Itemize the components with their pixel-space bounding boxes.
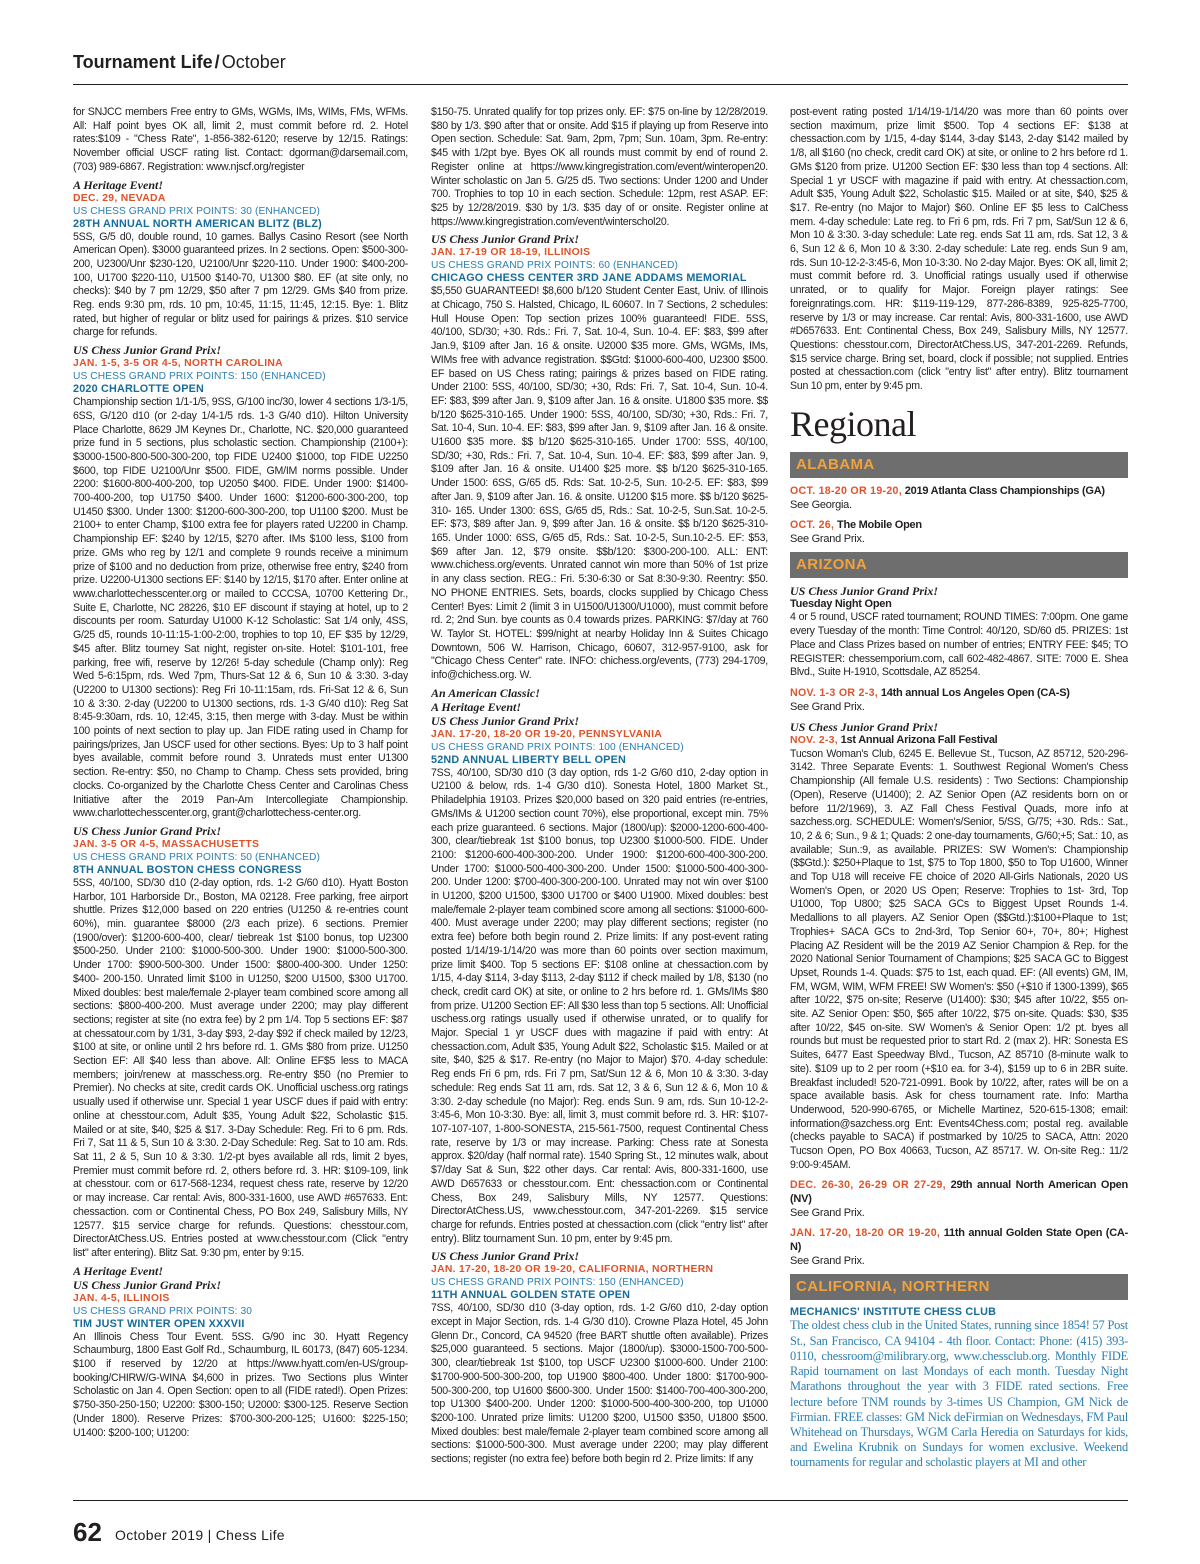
regional-heading: Regional [790, 403, 916, 444]
event-points: US CHESS GRAND PRIX POINTS: 50 (ENHANCED) [73, 851, 320, 863]
listing-name: 14th annual Los Angeles Open (CA-S) [880, 686, 1070, 699]
listing-arizona-fall-festival [790, 734, 1128, 1173]
event-name: 8TH ANNUAL BOSTON CHESS CONGRESS [73, 863, 302, 876]
event-tag: US Chess Junior Grand Prix! [790, 583, 939, 598]
event-points: US CHESS GRAND PRIX POINTS: 30 [73, 1305, 253, 1317]
event-name: CHICAGO CHESS CENTER 3RD JANE ADDAMS MEMORIAL [431, 272, 747, 285]
club-body: The oldest chess club in the United States, running since 1854! 57 Post St., San Francisco, CA 94104 - 4th floor. Contact: Phone: (415) 393-0110, chessroom@milibrary.org, www.chessclub.org. Monthly FIDE Rapid tournament on last Mondays of each month. Tuesday Night Marathons throughout the year with 3 FIDE rated sections. Free lecture before TNM rounds by 3-times US Champion, GM Nick de Firmian. FREE classes: GM Nick deFirmian on Wednesdays, FM Paul Whitehead on Thursdays, WGM Carla Heredia on Saturdays for kids, and Ewelina Krubnik on Sundays for women exclusive. Weekend tournaments for regular and scholastic players at MI and other [790, 1318, 1128, 1470]
event-tag: US Chess Junior Grand Prix! [790, 719, 939, 734]
column-3 [790, 106, 1128, 1471]
state-bar-california-northern: CALIFORNIA, NORTHERN [790, 1274, 1128, 1300]
column-2 [431, 106, 768, 1467]
header-separator: / [214, 52, 220, 72]
event-tag: An American Classic! A Heritage Event! US Chess Junior Grand Prix! [431, 685, 580, 728]
page-header [73, 52, 1128, 85]
event-body: 5SS, G/5 d0, double round, 10 games. Ballys Casino Resort (see North American Open). $3000 guaranteed prizes. In 2 sections. Open: $500-300-200, U2300/Unr $230-120, U2100/Unr $220-110. Under 1900: $400-200-100, U1700 $220-110, U1500 $140-70, U1300 $80. EF (at site only, no checks): $40 by 7 pm 12/29, $50 after 7 pm 12/29. GMs $40 from prize. Reg. ends 9:30 pm, rds. 10 pm, 10:45, 11:15, 11:45, 12:15. Bye: 1. Blitz rated, but higher of regular or blitz used for pairings & prizes. $10 service charge for refunds. [73, 230, 408, 339]
event-name: TIM JUST WINTER OPEN XXXVII [73, 1317, 245, 1330]
event-name: 28TH ANNUAL NORTH AMERICAN BLITZ (BLZ) [73, 217, 322, 230]
listing-date: OCT. 18-20 OR 19-20, [790, 484, 902, 497]
event-body: 7SS, 40/100, SD/30 d10 (3-day option, rds. 1-2 G/60 d10, 2-day option except in Major Section, rds. 1-4 G/30 d10). Crowne Plaza Hotel, 45 John Glenn Dr., Concord, CA 94520 (free BART shuttle often available). Prizes $25,000 guaranteed. 5 sections. Major (1800/up). $3000-1500-700-500-300, clear/tiebreak 1st $100, top USCF U2300 $1000-600. Under 2100: $1700-900-500-300-200, top U1900 $800-400. Under 1800: $1700-900-500-300-200, top U1600 $600-300. Under 1500: $1400-700-400-300-200, top U1300 $400-200. Under 1200: $1000-500-400-300-200, top U1000 $200-100. Unrated prize limits: U1200 $200, U1500 $350, U1800 $500. Mixed doubles: best male/female 2-player team combined score among all sections: $1000-500-300. Must average under 2200; may play different sections; register (no extra fee) before both begin rd 2. Prize limits: If any [431, 1302, 768, 1466]
club-name: MECHANICS' INSTITUTE CHESS CLUB [790, 1306, 997, 1319]
event-tag: US Chess Junior Grand Prix! [73, 823, 222, 838]
listing-name: 2019 Atlanta Class Championships (GA) [904, 484, 1105, 497]
listing-see: See Grand Prix. [790, 1255, 865, 1268]
listing-date: NOV. 1-3 OR 2-3, [790, 686, 879, 699]
event-body: 5SS, 40/100, SD/30 d10 (2-day option, rds. 1-2 G/60 d10). Hyatt Boston Harbor, 101 Harborside Dr., Boston, MA 02128. Free parking, free airport shuttle. Prizes $12,000 based on 220 entries (U1250 & re-entries count 60%), min. guarantee $8000 (2/3 each prize). 6 sections. Premier (1900/over): $1200-600-400, clear/ tiebreak 1st $100 bonus, top U2300 $500-250. Under 2100: $1000-500-300. Under 1900: $1000-500-300. Under 1700: $900-500-300. Under 1500: $800-400-300. Under 1250: $400- 200-150. Unrated limit $100 in U1250, $200 U1500, $300 U1700. Mixed doubles: best male/female 2-player team combined score among all sections: $800-400-200. Must average under 2200; may play different sections; register at site (no extra fee) by 2 pm 1/4. Top 5 sections EF: $87 at chessatour.com by 1/31, 3-day $93, 2-day $92 if check mailed by 12/23, $100 at site, or online until 2 hrs before rd. 1. GMs $80 from prize. U1250 Section EF: All $40 less than above. All: Online EF$5 less to MACA members; join/renew at masschess.org. Re-entry $50 (no Premier to Premier). No checks at site, credit cards OK. Unofficial uschess.org ratings usually used if otherwise unr. Special 1 year USCF dues if paid with entry: online at chesstour.com, Adult $35, Young Adult $22, Scholastic $15. Mailed or at site, $40, $25 & $17. 3-Day Schedule: Reg. Fri to 6 pm. Rds. Fri 7, Sat 11 & 5, Sun 10 & 3:30. 2-Day Schedule: Reg. Sat to 10 am. Rds. Sat 11, 2 & 5, Sun 10 & 3:30. 1/2-pt byes available all rds, limit 2 byes, Premier must commit before rd. 2, others before rd. 3. HR: $109-109, link at chesstour. com or 617-568-1234, request chess rate, reserve by 12/20 or may increase. Car rental: Avis, 800-331-1600, use AWD #657633. Ent: chessaction. com or Continental Chess, PO Box 249, Salisbury Mills, NY 12577. $15 service charge for refunds. Questions: chesstour.com, DirectorAtChess.US. Entries posted at www.chesstour.com (Click "entry list" after entering). Blitz Sat. 9:30 pm, enter by 9:15. [73, 876, 408, 1259]
event-name: 52ND ANNUAL LIBERTY BELL OPEN [431, 753, 626, 766]
header-month: October [221, 52, 286, 72]
column-3-lead: post-event rating posted 1/14/19-1/14/20 was more than 60 points over section maximum, prize limit $500. Top 4 sections EF: $138 at chessaction.com by 1/15, 4-day $144, 3-day $143, 2-day $142 mailed by 1/8, all $160 (no check, credit card OK) at site, or online to 2 hrs before rd 1. GMs $120 from prize. U1200 Section EF: $30 less than top 4 sections. All: Special 1 yr USCF with magazine if paid with entry. At chessaction.com, Adult $35, Young Adult $22, Scholastic $15. Mailed or at site, $40, $25 & $17. Re-entry (no Major to Major) $60. Online EF $5 less to CalChess mem. 4-day schedule: Late reg. to Fri 6 pm, rds. Fri 7 pm, Sat/Sun 12 & 6, Mon 10 & 3:30. 3-day schedule: Late reg. ends Sat 11 am, rds. Sat 12, 3 & 6, Sun 12 & 6, Mon 10 & 3:30. 2-day schedule: Late reg. ends Sun 9 am, rds. Sun 10-12-2-3:45-6, Mon 10-3:30. No 2-day Major. Byes: OK all, limit 2; must commit before rd. 3. Unofficial ratings usually used if otherwise unrated, or to qualify for Major. Foreign player ratings: See foreignratings.com. HR: $119-119-129, 877-286-8389, 925-825-7700, reserve by 1/3 or may increase. Car rental: Avis, 800-331-1600, use AWD #D657633. Ent: Continental Chess, Box 249, Salisbury Mills, NY 12577. Questions: chesstour.com, DirectorAtChess.US, 347-201-2269. Refunds, $15 service charge. Bring set, board, clock if possible; not supplied. Entries posted at chessaction.com (click "entry list" after entry). Blitz tournament Sun 10 pm, enter by 9:45 pm. [790, 106, 1128, 393]
listing-name: The Mobile Open [837, 518, 922, 531]
listing-golden-state-open [790, 1226, 1128, 1268]
event-date: JAN. 17-19 OR 18-19, ILLINOIS [431, 247, 591, 259]
event-tag: A Heritage Event! [73, 177, 163, 192]
event-date: JAN. 1-5, 3-5 OR 4-5, NORTH CAROLINA [73, 358, 283, 370]
listing-body: 4 or 5 round, USCF rated tournament; ROUND TIMES: 7:00pm. One game every Tuesday of the month: Time Control: 40/120, SD/60 d5. PRIZES: 1st Place and Class Prizes based on number of entries; ENTRY FEE: $45; TO REGISTER: chessemporium.com, call 602-482-4867. SITE: 7000 E. Shea Blvd., Suite H-1910, Scottsdale, AZ 85254. [790, 611, 1128, 679]
column-1-lead: for SNJCC members Free entry to GMs, WGMs, IMs, WIMs, FMs, WFMs. All: Half point byes OK all, limit 2, must commit before rd. 2. Hotel rates:$109 - "Chess Rate", 1-856-382-6120; reserve by 12/15. Ratings: November official USCF rating list. Contact: dgorman@darsemail.com, (703) 989-6867. Registration: www.njscf.org/register [73, 106, 408, 173]
listing-date: DEC. 26-30, 26-29 OR 27-29, [790, 1179, 946, 1192]
issue-info: October 2019 | Chess Life [115, 1527, 285, 1543]
event-tag: US Chess Junior Grand Prix! [431, 1249, 580, 1264]
page-number: 62 [73, 1517, 102, 1547]
event-date: JAN. 3-5 OR 4-5, MASSACHUSETTS [73, 838, 260, 850]
event-date: DEC. 29, NEVADA [73, 192, 166, 204]
event-tag: US Chess Junior Grand Prix! [73, 343, 222, 358]
event-tag: A Heritage Event! US Chess Junior Grand Prix! [73, 1263, 222, 1292]
listing-atlanta-class [790, 484, 1128, 512]
state-bar-arizona: ARIZONA [790, 552, 1128, 578]
listing-body: Tucson Woman's Club, 6245 E. Bellevue St., Tucson, AZ 85712, 520-296-3142. Three Separate Events: 1. Southwest Regional Women's Chess Championship (All female U.S. residents) : Two Sections: Championship (Open), Reserve (U1400); 2. AZ Senior Open (AZ residents born on or before 11/2/1969), 3. AZ Fall Chess Festival Quads, more info at sazchess.org. SCHEDULE: Women's/Senior, 5/SS, G/75; +30. Rds.: Sat., 10, 2 & 6; Sun., 9 & 1; Quads: 2 one-day tournaments, G/60;+5; Sat.: 10, as available; Sun.:9, as available. PRIZES: SW Women's: Championship ($$Gtd.): $250+Plaque to 1st, $75 to Top 1800, $50 to Top U1600, Winner and Top U18 will receive FE choice of 2020 All-Girls Nationals, 2020 US Women's Open, or 2020 US Open; Reserve: Trophies to 1st- 3rd, Top U1000, Top U800; $25 SACA GCs to Biggest Upset Rounds 1-4. Medallions to all players. AZ Senior Open ($$Gtd.):$100+Plaque to 1st; Trophies+ SACA GCs to 2nd-3rd, Top Senior 60+, 70+, 80+; Highest Placing AZ Resident will be the 2019 AZ Senior Champion & Rep. for the 2020 National Senior Tournament of Champions; $25 SACA GC to Biggest Upset, Rounds 1-4. Quads: $75 to 1st, each quad. EF: (All events) GM, IM, FM, WGM, WIM, WFM FREE! SW Women's: $50 (+$10 if 1300-1399), $65 after 10/22, $75 on-site; Reserve (U1400): $30; $45 after 10/22, $55 on-site. AZ Senior Open: $50, $65 after 10/22, $75 on-site. Quads: $30, $35 after 10/22, $45 on-site. SW Women's & Senior Open: 1/2 pt. byes all rounds but must be requested prior to start Rd. 2 (max 2). HR: Sonesta ES Suites, 6477 East Speedway Blvd., Tucson, AZ 85710 (8-minute walk to site). $109 up to 2 per room (+$10 ea. for 3-4), $159 up to 6 in 2BR suite. Breakfast included! 520-721-0991. Book by 10/22, after, rates will be on a space available basis. Ask for chess tournament rate. Info: Martha Underwood, 520-990-6765, or Michelle Martinez, 520-615-1308; email: information@sazchess.org Ent: Events4Chess.com; postal reg. available (checks payable to SACA) if postmarked by 10/25 to SACA, Attn: 2020 Tucson Open, PO Box 40663, Tucson, AZ 85717. W. On-site Reg.: 11/2 9:00-9:45AM. [790, 747, 1128, 1171]
event-name: 11TH ANNUAL GOLDEN STATE OPEN [431, 1289, 631, 1302]
listing-date: JAN. 17-20, 18-20 OR 19-20, [790, 1227, 941, 1240]
listing-north-american-open [790, 1178, 1128, 1220]
event-golden-state-open [431, 1249, 768, 1466]
event-points: US CHESS GRAND PRIX POINTS: 150 (ENHANCED) [73, 371, 326, 383]
event-charlotte-open [73, 343, 408, 821]
listing-name: 1st Annual Arizona Fall Festival [840, 733, 998, 746]
event-liberty-bell-open [431, 686, 768, 1247]
event-points: US CHESS GRAND PRIX POINTS: 60 (ENHANCED) [431, 260, 678, 272]
event-date: JAN. 17-20, 18-20 OR 19-20, CALIFORNIA, NORTHERN [431, 1264, 714, 1276]
event-boston-chess-congress [73, 824, 408, 1261]
listing-see: See Georgia. [790, 498, 852, 511]
listing-see: See Grand Prix. [790, 532, 865, 545]
event-north-american-blitz [73, 178, 408, 341]
state-bar-alabama: ALABAMA [790, 452, 1128, 478]
event-points: US CHESS GRAND PRIX POINTS: 30 (ENHANCED) [73, 205, 320, 217]
event-date: JAN. 17-20, 18-20 OR 19-20, PENNSYLVANIA [431, 728, 663, 740]
listing-los-angeles-open [790, 686, 1128, 714]
event-tim-just-winter-open [73, 1264, 408, 1441]
listing-date: OCT. 26, [790, 518, 835, 531]
listing-name: 29th annual North American Open (NV) [790, 1179, 1128, 1206]
section-title: Tournament Life [73, 52, 213, 72]
listing-see: See Grand Prix. [790, 1207, 865, 1220]
event-body: $5,550 GUARANTEED! $8,600 b/120 Student Center East, Univ. of Illinois at Chicago, 750 S. Halsted, Chicago, IL 60607. In 7 Sections, 2 schedules: Hull House Open: Top section prizes 100% guaranteed! FIDE. 5SS, 40/100, SD/30; +30. Rds.: Fri. 7, Sat. 10-4, Sun. 10-4. EF: $83, $99 after Jan.9, $109 after Jan. 16 & onsite. U2000 $35 more. GMs, WGMs, IMs, WIMs free with advance registration. $$Gtd: $1000-600-400, U2300 $500. EF based on US Chess rating; pairings & prizes based on FIDE rating. Under 2100: 5SS, 40/100, SD/30; +30, Rds: Fri. 7, Sat. 10-4, Sun. 10-4. EF: $83, $99 after Jan. 9, $109 after Jan. 16 & onsite. U1800 $35 more. $$ b/120 $625-310-165. Under 1900: 5SS, 40/100, SD/30; +30, Rds.: Fri. 7, Sat. 10-4, Sun. 10-4. EF: $83, $99 after Jan. 9, $109 after Jan. 16 & onsite. U1600 $35 more. $$ b/120 $625-310-165. Under 1700: 5SS, 40/100, SD/30; +30, Rds.: Fri. 7, Sat. 10-4, Sun. 10-4. EF: $83, $99 after Jan. 9, $109 after Jan. 16 & onsite. U1400 $25 more. $$ b/120 $625-310-165. Under 1500: 6SS, G/65 d5. Rds: Sat. 10-2-5, Sun. 10-2-5. EF: $83, $99 after Jan. 9, $109 after Jan. 16. & onsite. U1200 $15 more. $$ b/120 $625-310- 165. Under 1300: 6SS, G/65 d5, Rds.: Sat. 10-2-5, Sun.Sat. 10-2-5. EF: $73, $89 after Jan. 9, $99 after Jan. 16 & onsite. $$ b/120 $625-310-165. Under 1000: 6SS, G/65 d5, Rds.: Sat. 10-2-5, Sun.10-2-5. EF: $53, $69 after Jan. 12, $79 onsite. $$b/120: $300-200-100. ALL: ENT: www.chichess.org/events. Unrated cannot win more than 50% of 1st prize in any class section. REG.: Fri. 5:30-6:30 or Sat 8:30-9:30. Reentry: $50. NO PHONE ENTRIES. Sets, boards, clocks supplied by Chicago Chess Center! Byes: Limit 2 (limit 3 in U1500/U1300/U1000), must commit before rd. 2; 2nd Sun. bye counts as 0.4 towards prizes. PARKING: $7/day at 760 W. Taylor St. HOTEL: $99/night at nearby Holiday Inn & Suites Chicago Downtown, 506 W. Harrison, Chicago, 60607, 312-957-9100, ask for "Chicago Chess Center" rate. INFO: chichess.org/events, (773) 294-1709, info@chichess.org. W. [431, 285, 768, 682]
listing-mobile-open [790, 518, 1128, 546]
event-tag: US Chess Junior Grand Prix! [431, 232, 580, 247]
event-body: Championship section 1/1-1/5, 9SS, G/100 inc/30, lower 4 sections 1/3-1/5, 6SS, G/120 d10 (or 2-day 1/4-1/5 rds. 1-3 G/40 d10). Hilton University Place Charlotte, 8629 JM Keynes Dr., Charlotte, NC. $20,000 guaranteed prize fund in 5 sections, plus scholastic section. Championship (2100+): $3000-1500-800-500-300-200, top FIDE U2400 $1000, top FIDE U2250 $600, top FIDE U2100/Unr $500. FIDE, GM/IM norms possible. Under 2200: $1600-800-400-200, top U2050 $400. FIDE. Under 1900: $1400-700-400-200, top U1750 $400. Under 1600: $1200-600-300-200, top U1450 $300. Under 1300: $1200-600-300-200, top U1100 $200. Must be 2100+ to enter Champ, $100 extra fee for players rated U2200 in Champ. Championship EF: $240 by 12/15, $270 after. IMs $100 less, $100 from prize. GMs who reg by 12/1 and complete 9 rounds receive a minimum prize of $100 and no deduction from prize, otherwise free entry, $240 from prize. U2200-U1300 sections EF: $140 by 12/15, $170 after. Enter online at www.charlottechesscenter.org or mailed to CCCSA, 10700 Kettering Dr., Suite E, Charlotte, NC 28226, $10 EF discount if staying at hotel, up to 2 discounts per room. Saturday U1000 K-12 Scholastic: Sat 1/4 only, 4SS, G/25 d5, rounds 10-11:15-1:00-2:00, trophies to top 10, EF $35 by 12/29, $45 after. Blitz tourney Sat night, register on-site. Hotel: $101-101, free parking, free wifi, reserve by 12/26! 5-day schedule (Champ only): Reg Wed 5-6:15pm, rds. Wed 7pm, Thurs-Sat 12 & 6, Sun 10 & 3:30. 3-day (U2200 to U1300 sections): Reg Fri 10-11:15am, rds. Fri-Sat 12 & 6, Sun 10 & 3:30. 2-day (U2200 to U1300 sections, rds. 1-3 G/40 d10): Reg Sat 8:45-9:30am, rds. 10, 12:45, 3:15, then merge with 3-day. Must be within 100 points of next section to play up. Jan FIDE rating used in Champ for pairings/prizes, Jan USCF used for other sections. Byes: Up to 3 half point byes available, commit before round 3. Unrateds must enter U1300 section. Re-entry: $50, no Champ to Champ. Chess sets provided, bring clocks. Co-organized by the Charlotte Chess Center and Carolinas Chess Initiative after the 2019 Pan-Am Intercollegiate Championship. www.charlottechesscenter.org, grant@charlottechess-center.org. [73, 396, 408, 820]
column-1 [73, 106, 408, 1440]
event-name: 2020 CHARLOTTE OPEN [73, 383, 204, 396]
page-footer [73, 1500, 1128, 1561]
listing-date: NOV. 2-3, [790, 734, 838, 746]
event-jane-addams-memorial [431, 232, 768, 682]
event-body: 7SS, 40/100, SD/30 d10 (3 day option, rds 1-2 G/60 d10, 2-day option in U2100 & below, rds. 1-4 G/30 d10). Sonesta Hotel, 1800 Market St., Philadelphia 19103. Prizes $20,000 based on 320 paid entries (re-entries, GMs/IMs & U1200 section count 70%), else proportional, except min. 75% each prize guaranteed. 6 sections. Major (1800/up): $2000-1200-600-400-300, clear/tiebreak 1st $100 bonus, top U2300 $1000-500. FIDE. Under 2100: $1200-600-400-300-200. Under 1900: $1200-600-400-300-200. Under 1700: $1000-500-400-300-200. Under 1500: $1000-500-400-300-200. Under 1200: $700-400-300-200-100. Unrated may not win over $100 in U1200, $200 U1500, $300 U1700 or $400 U1900. Mixed doubles: best male/female 2-player team combined score among all sections: $1000-600-400. Must average under 2200; may play different sections; register (no extra fee) before both begin round 2. Prize limits: If any post-event rating posted 1/14/19-1/14/20 was more than 60 points over section maximum, prize limit $400. Top 5 sections EF: $108 online at chessaction.com by 1/15, 4-day $114, 3-day $113, 2-day $112 if check mailed by 1/8, $130 (no check, credit card OK) at site, or online to 2 hrs before rd. 1. GMs/IMs $80 from prize. U1200 Section EF: All $30 less than top 5 sections. All: Unofficial uschess.org ratings usually used if otherwise unrated, or to qualify for Major. Special 1 yr USCF dues with magazine if paid with entry: At chessaction.com, Adult $35, Young Adult $22, Scholastic $15. Mailed or at site, $40, $25 & $17. Re-entry (no Major to Major) $70. 4-day schedule: Reg ends Fri 6 pm, rds. Fri 7 pm, Sat/Sun 12 & 6, Mon 10 & 3:30. 3-day schedule: Reg ends Sat 11 am, rds. Sat 12, 3 & 6, Sun 12 & 6, Mon 10 & 3:30. 2-day schedule (no Major): Reg. ends Sun. 9 am, rds. Sun 10-12-2-3:45-6, Mon 10-3:30. Bye: all, limit 3, must commit before rd. 3. HR: $107-107-107-107, 1-800-SONESTA, 215-561-7500, request Continental Chess rate, reserve by 1/3 or may increase. Parking: Chess rate at Sonesta approx. $20/day (half normal rate). 1540 Spring St., 12 minutes walk, about $7/day Sat & Sun, $22 other days. Car rental: Avis, 800-331-1600, use AWD D657633 or chesstour.com. Ent: chessaction.com or Continental Chess, Box 249, Salisbury Mills, NY 12577. Questions: DirectorAtChess.US, www.chesstour.com, 347-201-2269. $15 service charge for refunds. Entries posted at chessaction.com (click "entry list" after entry). Blitz tournament Sun. 10 pm, enter by 9:45 pm. [431, 766, 768, 1245]
listing-see: See Grand Prix. [790, 700, 865, 713]
event-date: JAN. 4-5, ILLINOIS [73, 1292, 170, 1304]
event-points: US CHESS GRAND PRIX POINTS: 150 (ENHANCED) [431, 1277, 684, 1289]
column-2-lead: $150-75. Unrated qualify for top prizes only. EF: $75 on-line by 12/28/2019. $80 by 1/3. $90 after that or onsite. Add $15 if playing up from Reserve into Open section. Schedule: Sat. 9am, 2pm, 7pm; Sun. 10am, 3pm. Re-entry: $45 with 1/2pt bye. Byes OK all rounds must commit by end of round 2. Register online at https://www.kingregistration.com/event/winteropen20. Winter scholastic on Jan 5. G/25 d5. Two sections: Under 1200 and Under 700. Trophies to top 10 in each section. Schedule: 12pm, rest ASAP. EF: $25 by 12/28/2019. $30 by 1/3. $35 day of or onsite. Register online at https://www.kingregistration.com/event/winterschol20. [431, 106, 768, 228]
listing-name: 11th annual Golden State Open (CA-N) [790, 1227, 1128, 1254]
event-body: An Illinois Chess Tour Event. 5SS. G/90 inc 30. Hyatt Regency Schaumburg, 1800 East Golf Rd., Schaumburg, IL 60173, (847) 605-1234. $100 if reserved by 12/20 at https://www.hyatt.com/en-US/group-booking/CHIRW/G-WINA $4,600 in prizes. Two Sections plus Winter Scholastic on Jan 4. Open Section: open to all (FIDE rated!). Open Prizes: $750-350-250-150; U2200: $300-150; U2000: $300-125. Reserve Section (Under 1800). Reserve Prizes: $700-300-200-125; U1600: $225-150; U1400: $200-100; U1200: [73, 1330, 408, 1439]
event-points: US CHESS GRAND PRIX POINTS: 100 (ENHANCED) [431, 741, 684, 753]
listing-name: Tuesday Night Open [790, 597, 892, 610]
